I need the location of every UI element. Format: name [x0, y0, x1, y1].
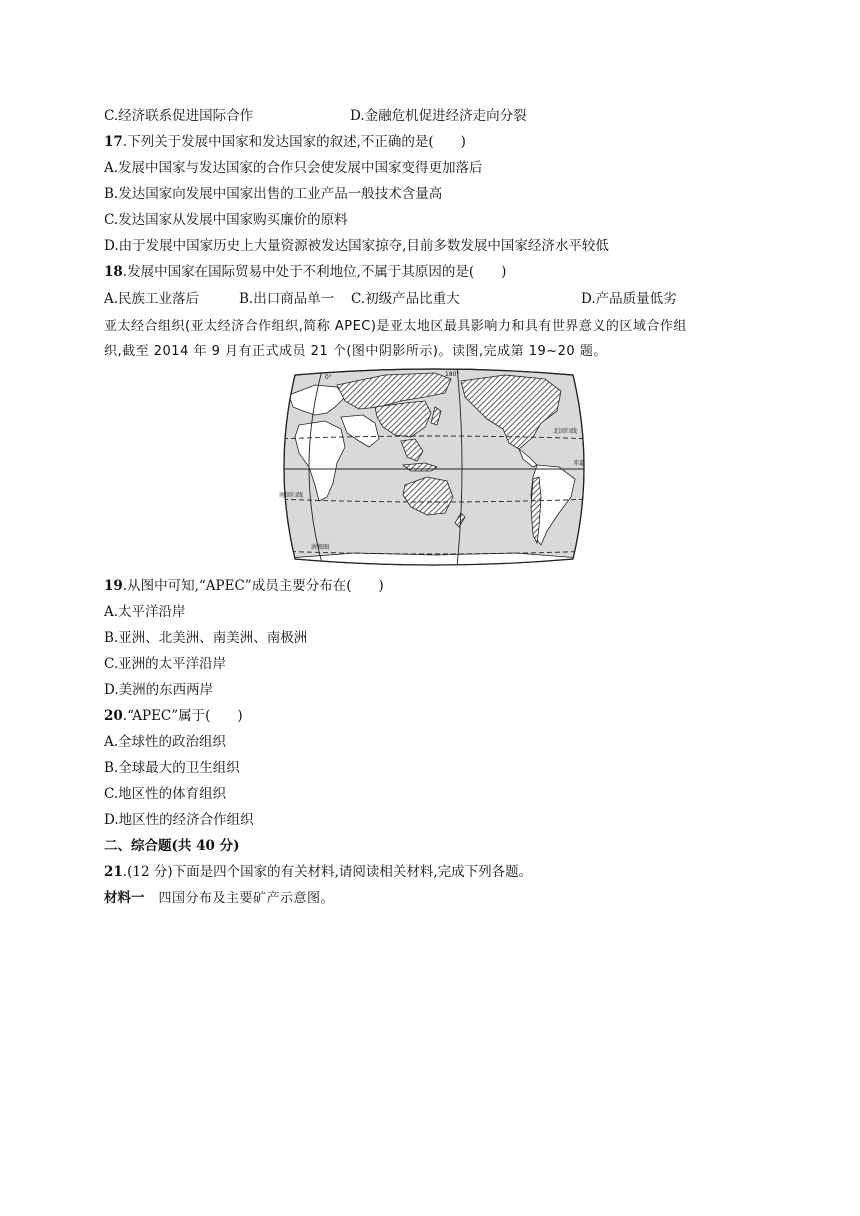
q19-stem: 19.从图中可知,“APEC”成员主要分布在( ) — [104, 578, 384, 594]
q20-option-b: B.全球最大的卫生组织 — [104, 760, 240, 776]
q19-option-a: A.太平洋沿岸 — [104, 604, 186, 620]
label-equator: 赤道 — [573, 460, 586, 467]
q16-option-d: D.金融危机促进经济走向分裂 — [350, 108, 527, 124]
q20-option-d: D.地区性的经济合作组织 — [104, 812, 254, 828]
label-lon-180: 180° — [445, 371, 460, 378]
q18-option-d: D.产品质量低劣 — [581, 291, 677, 307]
material1-label: 材料一 — [104, 890, 145, 906]
q19-option-b: B.亚洲、北美洲、南美洲、南极洲 — [104, 630, 308, 646]
q16-option-c: C.经济联系促进国际合作 — [104, 108, 254, 124]
apec-intro-line2: 织,截至 2014 年 9 月有正式成员 21 个(图中阴影所示)。读图,完成第 19~20 题。 — [104, 344, 607, 359]
q21-stem: 21.(12 分)下面是四个国家的有关材料,请阅读相关材料,完成下列各题。 — [104, 864, 533, 880]
material1 — [104, 889, 334, 908]
q19-option-d: D.美洲的东西两岸 — [104, 682, 214, 698]
q17-option-d: D.由于发展中国家历史上大量资源被发达国家掠夺,目前多数发展中国家经济水平较低 — [104, 238, 609, 254]
section-title: 二、综合题(共 40 分) — [104, 838, 240, 854]
q18-stem: 18.发展中国家在国际贸易中处于不利地位,不属于其原因的是( ) — [104, 264, 507, 280]
label-antarctic: 南极圈 — [311, 544, 330, 551]
label-lon-0: 0° — [325, 374, 332, 381]
q20-stem: 20.“APEC”属于( ) — [104, 708, 243, 724]
q19-option-c: C.亚洲的太平洋沿岸 — [104, 656, 227, 672]
label-tropic-s: 南回归线 — [279, 492, 304, 499]
apec-intro-line1: 亚太经合组织(亚太经济合作组织,简称 APEC)是亚太地区最具影响力和具有世界意义的区域合作组 — [104, 319, 687, 334]
apec-world-map — [275, 367, 593, 567]
q18-option-a: A.民族工业落后 — [104, 291, 200, 307]
material1-text: 四国分布及主要矿产示意图。 — [158, 891, 335, 906]
q20-option-a: A.全球性的政治组织 — [104, 734, 227, 750]
q17-option-a: A.发展中国家与发达国家的合作只会使发展中国家变得更加落后 — [104, 160, 483, 176]
q17-stem: 17.下列关于发展中国家和发达国家的叙述,不正确的是( ) — [104, 134, 466, 150]
q18-option-b: B.出口商品单一 — [239, 291, 335, 307]
q17-option-b: B.发达国家向发展中国家出售的工业产品一般技术含量高 — [104, 186, 443, 202]
q18-option-c: C.初级产品比重大 — [351, 291, 460, 307]
q20-option-c: C.地区性的体育组织 — [104, 786, 227, 802]
label-tropic-n: 北回归线 — [553, 428, 578, 435]
q17-option-c: C.发达国家从发展中国家购买廉价的原料 — [104, 212, 348, 228]
